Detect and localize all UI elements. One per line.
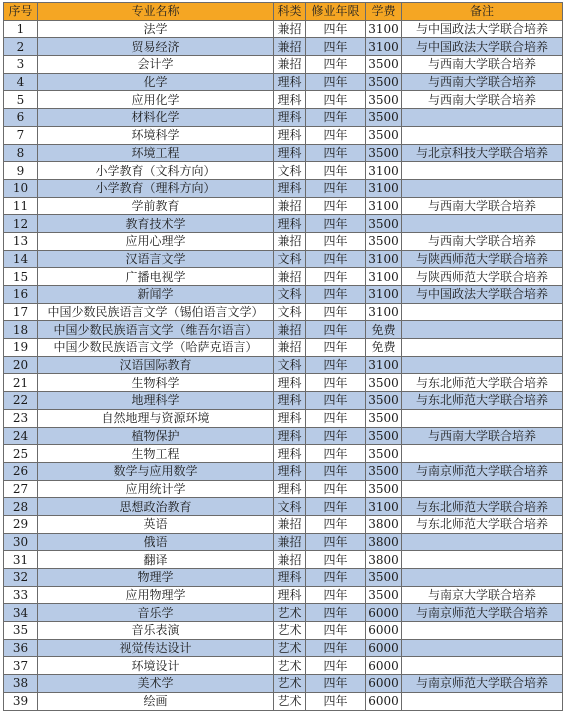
row-number-cell: 32 [4, 569, 38, 587]
tuition-cell: 3500 [366, 73, 402, 91]
table-row [4, 232, 563, 250]
row-number-cell: 19 [4, 339, 38, 357]
duration-cell: 四年 [306, 73, 366, 91]
table-row [4, 657, 563, 675]
category-cell: 兼招 [274, 197, 306, 215]
remarks-cell: 与东北师范大学联合培养 [402, 498, 563, 516]
category-cell: 理科 [274, 144, 306, 162]
row-number-cell: 22 [4, 392, 38, 410]
category-cell: 兼招 [274, 56, 306, 74]
tuition-cell: 3500 [366, 374, 402, 392]
tuition-cell: 6000 [366, 692, 402, 710]
duration-cell: 四年 [306, 321, 366, 339]
tuition-cell: 3500 [366, 445, 402, 463]
row-number-cell: 18 [4, 321, 38, 339]
table-row [4, 73, 563, 91]
remarks-cell: 与中国政法大学联合培养 [402, 20, 563, 38]
category-cell: 兼招 [274, 38, 306, 56]
category-cell: 理科 [274, 409, 306, 427]
row-number-cell: 33 [4, 586, 38, 604]
remarks-cell [402, 480, 563, 498]
tuition-cell: 3100 [366, 356, 402, 374]
table-row [4, 356, 563, 374]
tuition-cell: 6000 [366, 639, 402, 657]
remarks-cell [402, 657, 563, 675]
duration-cell: 四年 [306, 109, 366, 127]
table-row [4, 551, 563, 569]
tuition-cell: 3100 [366, 250, 402, 268]
remarks-cell: 与北京科技大学联合培养 [402, 144, 563, 162]
category-cell: 艺术 [274, 622, 306, 640]
duration-cell: 四年 [306, 392, 366, 410]
category-cell: 文科 [274, 162, 306, 180]
category-cell: 文科 [274, 356, 306, 374]
remarks-cell [402, 445, 563, 463]
row-number-cell: 2 [4, 38, 38, 56]
duration-cell: 四年 [306, 144, 366, 162]
duration-cell: 四年 [306, 250, 366, 268]
major-name-cell: 生物科学 [38, 374, 274, 392]
major-name-cell: 广播电视学 [38, 268, 274, 286]
tuition-cell: 3500 [366, 215, 402, 233]
row-number-cell: 31 [4, 551, 38, 569]
remarks-cell [402, 339, 563, 357]
major-name-cell: 视觉传达设计 [38, 639, 274, 657]
major-name-cell: 物理学 [38, 569, 274, 587]
category-cell: 理科 [274, 392, 306, 410]
table-row [4, 445, 563, 463]
remarks-cell [402, 162, 563, 180]
duration-cell: 四年 [306, 622, 366, 640]
major-name-cell: 汉语国际教育 [38, 356, 274, 374]
table-row [4, 498, 563, 516]
remarks-cell: 与南京师范大学联合培养 [402, 604, 563, 622]
table-row [4, 56, 563, 74]
tuition-cell: 3500 [366, 392, 402, 410]
remarks-cell: 与东北师范大学联合培养 [402, 392, 563, 410]
category-cell: 理科 [274, 179, 306, 197]
remarks-cell: 与西南大学联合培养 [402, 56, 563, 74]
tuition-cell: 3100 [366, 162, 402, 180]
duration-cell: 四年 [306, 56, 366, 74]
tuition-cell: 3100 [366, 303, 402, 321]
row-number-cell: 5 [4, 91, 38, 109]
table-row [4, 480, 563, 498]
remarks-cell: 与西南大学联合培养 [402, 427, 563, 445]
table-body [4, 20, 563, 710]
major-name-cell: 中国少数民族语言文学（维吾尔语言） [38, 321, 274, 339]
tuition-cell: 3500 [366, 427, 402, 445]
remarks-cell [402, 409, 563, 427]
table-row [4, 197, 563, 215]
table-row [4, 639, 563, 657]
remarks-cell [402, 356, 563, 374]
row-number-cell: 34 [4, 604, 38, 622]
remarks-cell [402, 639, 563, 657]
duration-cell: 四年 [306, 462, 366, 480]
remarks-cell: 与陕西师范大学联合培养 [402, 250, 563, 268]
tuition-cell: 3100 [366, 268, 402, 286]
tuition-cell: 6000 [366, 622, 402, 640]
category-cell: 兼招 [274, 533, 306, 551]
remarks-cell [402, 215, 563, 233]
header-tuition: 学费 [366, 3, 402, 21]
table-row [4, 622, 563, 640]
table-row [4, 286, 563, 304]
duration-cell: 四年 [306, 126, 366, 144]
row-number-cell: 10 [4, 179, 38, 197]
category-cell: 理科 [274, 586, 306, 604]
row-number-cell: 3 [4, 56, 38, 74]
duration-cell: 四年 [306, 20, 366, 38]
row-number-cell: 39 [4, 692, 38, 710]
duration-cell: 四年 [306, 569, 366, 587]
row-number-cell: 24 [4, 427, 38, 445]
category-cell: 兼招 [274, 321, 306, 339]
category-cell: 艺术 [274, 692, 306, 710]
row-number-cell: 1 [4, 20, 38, 38]
major-name-cell: 美术学 [38, 675, 274, 693]
category-cell: 兼招 [274, 339, 306, 357]
row-number-cell: 29 [4, 515, 38, 533]
duration-cell: 四年 [306, 91, 366, 109]
major-name-cell: 小学教育（理科方向） [38, 179, 274, 197]
table-row [4, 250, 563, 268]
category-cell: 文科 [274, 286, 306, 304]
remarks-cell [402, 179, 563, 197]
major-name-cell: 贸易经济 [38, 38, 274, 56]
major-name-cell: 音乐学 [38, 604, 274, 622]
duration-cell: 四年 [306, 215, 366, 233]
category-cell: 艺术 [274, 657, 306, 675]
tuition-cell: 3500 [366, 109, 402, 127]
category-cell: 文科 [274, 250, 306, 268]
category-cell: 兼招 [274, 20, 306, 38]
header-major-name: 专业名称 [38, 3, 274, 21]
tuition-cell: 3500 [366, 144, 402, 162]
table-header [4, 3, 563, 21]
header-no: 序号 [4, 3, 38, 21]
remarks-cell: 与西南大学联合培养 [402, 73, 563, 91]
row-number-cell: 4 [4, 73, 38, 91]
tuition-cell: 免费 [366, 339, 402, 357]
major-name-cell: 小学教育（文科方向） [38, 162, 274, 180]
row-number-cell: 26 [4, 462, 38, 480]
table-row [4, 427, 563, 445]
tuition-cell: 3500 [366, 569, 402, 587]
remarks-cell: 与中国政法大学联合培养 [402, 38, 563, 56]
remarks-cell: 与南京大学联合培养 [402, 586, 563, 604]
remarks-cell: 与西南大学联合培养 [402, 91, 563, 109]
duration-cell: 四年 [306, 480, 366, 498]
major-name-cell: 环境工程 [38, 144, 274, 162]
table-row [4, 20, 563, 38]
table-row [4, 392, 563, 410]
table-row [4, 586, 563, 604]
table-row [4, 515, 563, 533]
tuition-cell: 3800 [366, 533, 402, 551]
table-row [4, 268, 563, 286]
table-row [4, 409, 563, 427]
row-number-cell: 8 [4, 144, 38, 162]
duration-cell: 四年 [306, 268, 366, 286]
major-name-cell: 学前教育 [38, 197, 274, 215]
row-number-cell: 12 [4, 215, 38, 233]
row-number-cell: 25 [4, 445, 38, 463]
table-row [4, 675, 563, 693]
major-name-cell: 应用心理学 [38, 232, 274, 250]
tuition-cell: 6000 [366, 675, 402, 693]
remarks-cell [402, 569, 563, 587]
major-name-cell: 思想政治教育 [38, 498, 274, 516]
category-cell: 兼招 [274, 515, 306, 533]
table-row [4, 303, 563, 321]
major-name-cell: 法学 [38, 20, 274, 38]
major-name-cell: 汉语言文学 [38, 250, 274, 268]
row-number-cell: 35 [4, 622, 38, 640]
row-number-cell: 37 [4, 657, 38, 675]
duration-cell: 四年 [306, 286, 366, 304]
major-name-cell: 俄语 [38, 533, 274, 551]
category-cell: 艺术 [274, 639, 306, 657]
table-row [4, 179, 563, 197]
tuition-cell: 3500 [366, 232, 402, 250]
duration-cell: 四年 [306, 692, 366, 710]
major-name-cell: 新闻学 [38, 286, 274, 304]
row-number-cell: 6 [4, 109, 38, 127]
table-row [4, 91, 563, 109]
table-row [4, 126, 563, 144]
table-row [4, 144, 563, 162]
remarks-cell [402, 551, 563, 569]
tuition-cell: 3100 [366, 20, 402, 38]
table-row [4, 339, 563, 357]
category-cell: 理科 [274, 462, 306, 480]
major-name-cell: 中国少数民族语言文学（锡伯语言文学） [38, 303, 274, 321]
header-row [4, 3, 563, 21]
category-cell: 理科 [274, 427, 306, 445]
duration-cell: 四年 [306, 427, 366, 445]
major-name-cell: 中国少数民族语言文学（哈萨克语言） [38, 339, 274, 357]
tuition-cell: 3100 [366, 286, 402, 304]
major-name-cell: 自然地理与资源环境 [38, 409, 274, 427]
remarks-cell: 与西南大学联合培养 [402, 232, 563, 250]
category-cell: 理科 [274, 374, 306, 392]
table-row [4, 109, 563, 127]
table-row [4, 462, 563, 480]
category-cell: 文科 [274, 498, 306, 516]
major-name-cell: 化学 [38, 73, 274, 91]
row-number-cell: 20 [4, 356, 38, 374]
tuition-cell: 3800 [366, 551, 402, 569]
row-number-cell: 23 [4, 409, 38, 427]
tuition-cell: 3500 [366, 586, 402, 604]
duration-cell: 四年 [306, 551, 366, 569]
remarks-cell [402, 622, 563, 640]
major-name-cell: 应用物理学 [38, 586, 274, 604]
category-cell: 理科 [274, 91, 306, 109]
table-row [4, 604, 563, 622]
category-cell: 理科 [274, 569, 306, 587]
duration-cell: 四年 [306, 162, 366, 180]
category-cell: 理科 [274, 126, 306, 144]
row-number-cell: 36 [4, 639, 38, 657]
remarks-cell: 与中国政法大学联合培养 [402, 286, 563, 304]
tuition-cell: 6000 [366, 657, 402, 675]
category-cell: 理科 [274, 215, 306, 233]
major-name-cell: 环境科学 [38, 126, 274, 144]
remarks-cell: 与陕西师范大学联合培养 [402, 268, 563, 286]
tuition-cell: 3500 [366, 409, 402, 427]
category-cell: 兼招 [274, 551, 306, 569]
tuition-cell: 3500 [366, 91, 402, 109]
row-number-cell: 28 [4, 498, 38, 516]
duration-cell: 四年 [306, 409, 366, 427]
duration-cell: 四年 [306, 586, 366, 604]
major-name-cell: 音乐表演 [38, 622, 274, 640]
row-number-cell: 13 [4, 232, 38, 250]
row-number-cell: 17 [4, 303, 38, 321]
duration-cell: 四年 [306, 303, 366, 321]
remarks-cell: 与东北师范大学联合培养 [402, 374, 563, 392]
row-number-cell: 7 [4, 126, 38, 144]
row-number-cell: 9 [4, 162, 38, 180]
major-name-cell: 教育技术学 [38, 215, 274, 233]
row-number-cell: 16 [4, 286, 38, 304]
duration-cell: 四年 [306, 515, 366, 533]
table-row [4, 215, 563, 233]
duration-cell: 四年 [306, 604, 366, 622]
category-cell: 兼招 [274, 268, 306, 286]
remarks-cell: 与西南大学联合培养 [402, 197, 563, 215]
remarks-cell [402, 303, 563, 321]
duration-cell: 四年 [306, 197, 366, 215]
category-cell: 艺术 [274, 675, 306, 693]
major-name-cell: 环境设计 [38, 657, 274, 675]
duration-cell: 四年 [306, 38, 366, 56]
row-number-cell: 21 [4, 374, 38, 392]
tuition-cell: 3500 [366, 56, 402, 74]
category-cell: 理科 [274, 445, 306, 463]
row-number-cell: 14 [4, 250, 38, 268]
header-remarks: 备注 [402, 3, 563, 21]
header-category: 科类 [274, 3, 306, 21]
major-name-cell: 应用统计学 [38, 480, 274, 498]
row-number-cell: 27 [4, 480, 38, 498]
tuition-cell: 3100 [366, 197, 402, 215]
tuition-cell: 3500 [366, 480, 402, 498]
major-name-cell: 数学与应用数学 [38, 462, 274, 480]
tuition-cell: 3100 [366, 498, 402, 516]
remarks-cell [402, 321, 563, 339]
major-name-cell: 会计学 [38, 56, 274, 74]
tuition-cell: 免费 [366, 321, 402, 339]
remarks-cell: 与南京师范大学联合培养 [402, 462, 563, 480]
duration-cell: 四年 [306, 179, 366, 197]
tuition-cell: 3800 [366, 515, 402, 533]
remarks-cell: 与南京师范大学联合培养 [402, 675, 563, 693]
table-row [4, 38, 563, 56]
duration-cell: 四年 [306, 657, 366, 675]
major-name-cell: 翻译 [38, 551, 274, 569]
major-name-cell: 应用化学 [38, 91, 274, 109]
remarks-cell [402, 692, 563, 710]
category-cell: 理科 [274, 480, 306, 498]
duration-cell: 四年 [306, 639, 366, 657]
table-row [4, 162, 563, 180]
tuition-cell: 3100 [366, 38, 402, 56]
tuition-cell: 6000 [366, 604, 402, 622]
category-cell: 理科 [274, 109, 306, 127]
row-number-cell: 30 [4, 533, 38, 551]
table-row [4, 533, 563, 551]
row-number-cell: 15 [4, 268, 38, 286]
category-cell: 艺术 [274, 604, 306, 622]
remarks-cell [402, 109, 563, 127]
tuition-cell: 3500 [366, 462, 402, 480]
tuition-cell: 3500 [366, 126, 402, 144]
row-number-cell: 11 [4, 197, 38, 215]
table-row [4, 321, 563, 339]
row-number-cell: 38 [4, 675, 38, 693]
remarks-cell: 与东北师范大学联合培养 [402, 515, 563, 533]
major-name-cell: 生物工程 [38, 445, 274, 463]
duration-cell: 四年 [306, 675, 366, 693]
remarks-cell [402, 533, 563, 551]
tuition-cell: 3100 [366, 179, 402, 197]
duration-cell: 四年 [306, 339, 366, 357]
duration-cell: 四年 [306, 374, 366, 392]
major-name-cell: 英语 [38, 515, 274, 533]
duration-cell: 四年 [306, 232, 366, 250]
major-name-cell: 材料化学 [38, 109, 274, 127]
category-cell: 文科 [274, 303, 306, 321]
remarks-cell [402, 126, 563, 144]
table-row [4, 569, 563, 587]
major-name-cell: 地理科学 [38, 392, 274, 410]
header-duration: 修业年限 [306, 3, 366, 21]
major-name-cell: 绘画 [38, 692, 274, 710]
category-cell: 理科 [274, 73, 306, 91]
duration-cell: 四年 [306, 533, 366, 551]
table-row [4, 692, 563, 710]
duration-cell: 四年 [306, 356, 366, 374]
duration-cell: 四年 [306, 445, 366, 463]
category-cell: 兼招 [274, 232, 306, 250]
majors-table [3, 2, 563, 711]
table-row [4, 374, 563, 392]
major-name-cell: 植物保护 [38, 427, 274, 445]
duration-cell: 四年 [306, 498, 366, 516]
